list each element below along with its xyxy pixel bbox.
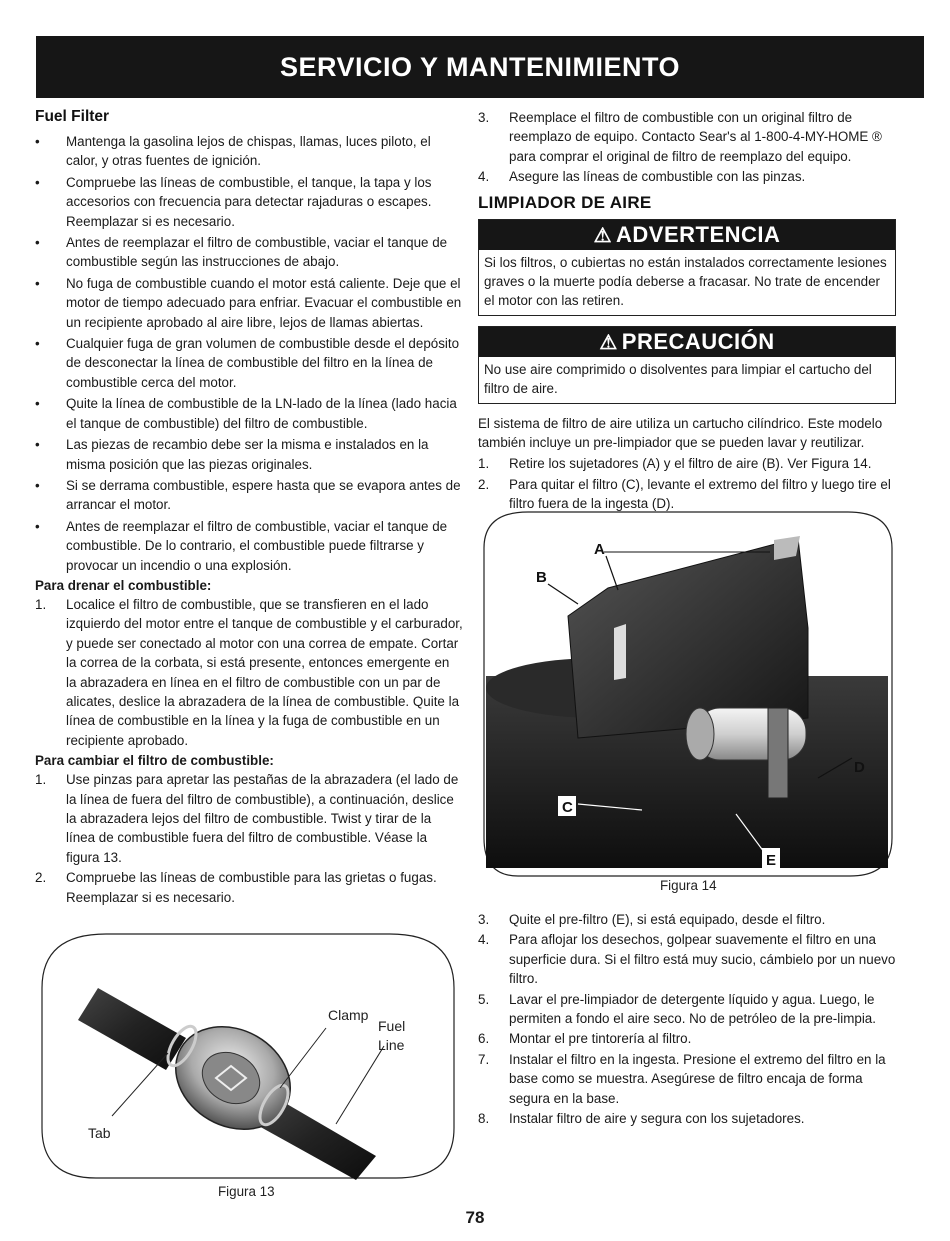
air-cleaner-steps-a: [478, 454, 896, 513]
caution-header: [479, 327, 895, 357]
warning-text: Si los filtros, o cubiertas no están instalados correctamente lesiones graves o la muerte podía deberse a fracasar. No trate de encender el motor con las retiren.: [484, 254, 887, 309]
warning-triangle-icon: ⚠: [593, 224, 613, 247]
fuel-hose-left: [78, 988, 186, 1070]
bullet-item: • Antes de reemplazar el filtro de combustible, vaciar el tanque de combustible. De lo contrario, el combustible puede filtrarse y provocar un incendio o una explosión.: [35, 518, 448, 573]
step-item: 1. Use pinzas para apretar las pestañas de la abrazadera (el lado de la línea de fuera del filtro de combustible), a continuación, deslice la abrazadera lejos del filtro de combustible. Twist y tirar de la línea de combustible fuera del filtro de combustible. Véase la figura 13.: [35, 772, 459, 865]
step-item: 1. Retire los sujetadores (A) y el filtro de aire (B). Ver Figura 14.: [478, 456, 872, 472]
bullet-item: • Compruebe las líneas de combustible, el tanque, la tapa y los accesorios con frecuencia para detectar rajaduras o escapes. Reemplazar si es necesario.: [35, 174, 432, 229]
left-column: [35, 108, 463, 908]
fuel-filter-title: Fuel Filter: [35, 108, 110, 125]
label-a: A: [594, 541, 605, 558]
step-item: 3. Reemplace el filtro de combustible con un original filtro de reemplazo de equipo. Contacto Sear's al 1-800-4-MY-HOME ® para comprar el original de filtro de reemplazo del equipo.: [478, 110, 882, 164]
caution-text: No use aire comprimido o disolventes para limpiar el cartucho del filtro de aire.: [484, 361, 872, 397]
warning-triangle-icon: ⚠: [599, 331, 618, 354]
figure-14-air-filter-illustration: [478, 508, 896, 880]
drain-steps: [35, 595, 463, 750]
intake: [768, 708, 788, 798]
change-steps-continued: [478, 108, 896, 187]
change-subheading: Para cambiar el filtro de combustible:: [35, 753, 274, 769]
right-column-lower: [478, 910, 896, 1129]
line-label: Line: [378, 1037, 405, 1053]
bullet-item: • Si se derrama combustible, espere hasta que se evapora antes de arrancar el motor.: [35, 477, 461, 513]
step-item: 7. Instalar el filtro en la ingesta. Presione el extremo del filtro en la base como se muestra. Asegúrese de filtro encaja de forma segura en la base.: [478, 1051, 886, 1106]
fastener-b: [614, 624, 626, 680]
caution-box: [478, 326, 896, 404]
step-item: 4. Para aflojar los desechos, golpear suavemente el filtro en una superficie dura. Si el filtro está muy sucio, cámbielo por un nuevo filtro.: [478, 932, 896, 987]
step-item: 8. Instalar filtro de aire y segura con los sujetadores.: [478, 1111, 805, 1127]
step-item: 2. Para quitar el filtro (C), levante el extremo del filtro y luego tire el filtro fuera de la ingesta (D).: [478, 476, 891, 512]
step-item: 4. Asegure las líneas de combustible con las pinzas.: [478, 169, 806, 185]
label-d: D: [854, 759, 865, 776]
change-steps: [35, 770, 463, 907]
fuel-filter-bullets: [35, 132, 463, 575]
bullet-item: • No fuga de combustible cuando el motor está caliente. Deje que el motor de tiempo adecuado para enfriar. Evacuar el combustible en un recipiente aprobado al aire libre, lejos de llamas abiertas.: [35, 275, 462, 330]
warning-header: [479, 220, 895, 250]
bullet-item: • Quite la línea de combustible de la LN-lado de la línea (lado hacia el tanque de combustible) del filtro de combustible.: [35, 396, 457, 431]
caution-label: PRECAUCIÓN: [621, 328, 775, 354]
clamp-label: Clamp: [328, 1007, 369, 1023]
tab-label: Tab: [88, 1125, 111, 1141]
air-cleaner-title: LIMPIADOR DE AIRE: [478, 192, 652, 212]
warning-box: [478, 219, 896, 316]
bullet-item: • Antes de reemplazar el filtro de combustible, vaciar el tanque de combustible según las instrucciones de abajo.: [35, 235, 448, 270]
page-number: 78: [465, 1208, 485, 1227]
air-cleaner-steps-b: [478, 910, 896, 1128]
drain-subheading: Para drenar el combustible:: [35, 577, 212, 593]
warning-label: ADVERTENCIA: [616, 221, 781, 247]
bullet-item: • Cualquier fuga de gran volumen de combustible desde el depósito de desconectar la línea de combustible del filtro en la línea de combustible cerca del motor.: [35, 336, 460, 390]
section-title: SERVICIO Y MANTENIMIENTO: [279, 51, 681, 82]
right-column: [478, 108, 896, 515]
step-item: 2. Compruebe las líneas de combustible para las grietas o fugas. Reemplazar si es necesario.: [35, 870, 437, 905]
fuel-label: Fuel: [378, 1018, 406, 1034]
step-item: 5. Lavar el pre-limpiador de detergente líquido y agua. Luego, le permiten a fondo el aire seco. No de petróleo de la pre-limpia.: [478, 991, 876, 1027]
step-item: 3. Quite el pre-filtro (E), si está equipado, desde el filtro.: [478, 912, 826, 927]
figure-13-caption: Figura 13: [218, 1184, 275, 1199]
label-c: C: [562, 799, 573, 816]
label-e: E: [766, 852, 777, 869]
label-b: B: [536, 569, 547, 586]
air-cleaner-intro: El sistema de filtro de aire utiliza un cartucho cilíndrico. Este modelo también incluye un pre-limpiador que se pueden lavar y reutilizar.: [478, 415, 883, 451]
section-banner: [36, 36, 924, 98]
figure-13-fuel-filter-illustration: [36, 928, 460, 1184]
bullet-item: • Las piezas de recambio debe ser la misma e instalados en la misma posición que las piezas originales.: [35, 437, 429, 472]
step-item: 1. Localice el filtro de combustible, que se transfieren en el lado izquierdo del motor entre el tanque de combustible y el carburador, y puede ser conectado al motor con una correa de empate. Cortar la correa de la corbata, si está presente, entonces emergente en la abrazadera en línea en el filtro de combustible con un par de alicates, deslice la abrazadera de la línea de combustible. Quite la línea de combustible en la línea y la fuga de combustible en un recipiente aprobado.: [35, 596, 463, 748]
bullet-item: • Mantenga la gasolina lejos de chispas, llamas, luces piloto, el calor, y otras fuentes de ignición.: [35, 134, 431, 169]
step-item: 6. Montar el pre tintorería al filtro.: [478, 1031, 692, 1047]
figure-14-caption: Figura 14: [660, 878, 717, 893]
